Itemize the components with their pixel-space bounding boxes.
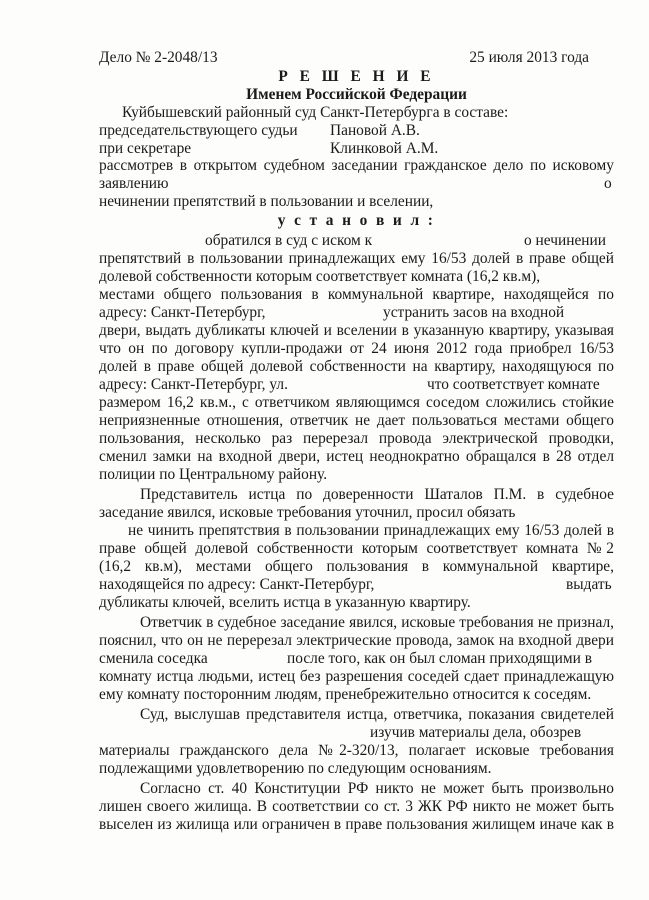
text-line: ему комнату посторонним людям, пренебрежительно относится к соседям. <box>99 686 592 703</box>
text-line: лишен своего жилища. В соответствии со ст. 3 ЖК РФ никто не может быть <box>99 798 614 815</box>
text-line: неприязненные отношения, ответчик не дает пользоваться местами общего <box>99 412 614 429</box>
document-title: Р Е Ш Е Н И Е <box>278 68 435 85</box>
text-line: рассмотрев в открытом судебном заседании гражданское дело по исковому <box>99 157 614 174</box>
text-line: пользования, несколько раз перерезал провода электрической проводки, <box>99 430 614 447</box>
text-line: комнату истца людьми, истец без разрешения соседей сдает принадлежащую <box>99 668 614 685</box>
text-line: выдать <box>566 576 612 593</box>
document-date: 25 июля 2013 года <box>469 49 589 66</box>
text-line: устранить засов на входной <box>383 304 565 321</box>
text-line: заседание явился, исковые требования уточнил, просил обязать <box>99 504 516 521</box>
text-line: адресу: Санкт-Петербург, <box>99 304 266 321</box>
text-line: не чинить препятствия в пользовании принадлежащих ему 16/53 долей в <box>128 522 614 539</box>
text-line: сменила соседка <box>99 650 208 667</box>
court-intro: Куйбышевский районный суд Санкт-Петербурга в составе: <box>122 104 509 121</box>
text-line: (16,2 кв.м), местами общего пользования в коммунальной квартире, <box>99 558 614 575</box>
text-line: долевой собственности которым соответствует комната (16,2 кв.м), <box>99 268 541 285</box>
text-line: размером 16,2 кв.м., с ответчиком являющимся соседом сложились стойкие <box>99 394 614 411</box>
text-line: дубликаты ключей, вселить истца в указанную квартиру. <box>99 594 471 611</box>
text-line: заявлению <box>99 175 169 192</box>
text-line: двери, выдать дубликаты ключей и вселении в указанную квартиру, указывая <box>99 322 614 339</box>
secretary-name: Клинковой А.М. <box>330 140 439 157</box>
text-line: пояснил, что он не перерезал электрические провода, замок на входной двери <box>99 632 614 649</box>
text-line: Представитель истца по доверенности Шаталов П.М. в судебное <box>140 486 614 503</box>
text-line: выселен из жилища или ограничен в праве пользования жилищем иначе как в <box>99 816 614 833</box>
text-line: Согласно ст. 40 Конституции РФ никто не может быть произвольно <box>140 780 614 797</box>
text-line: препятствий в пользовании принадлежащих ему 16/53 долей в праве общей <box>99 250 614 267</box>
text-line: обратился в суд с иском к <box>205 232 373 249</box>
text-line: материалы гражданского дела №2-320/13, полагает исковые требования <box>99 742 614 759</box>
text-line: подлежащими удовлетворению по следующим основаниям. <box>99 760 492 777</box>
text-line: о нечинении <box>524 232 606 249</box>
text-line: адресу: Санкт-Петербург, ул. <box>99 376 288 393</box>
text-line: нечинении препятствий в пользовании и вселении, <box>99 193 434 210</box>
established-heading: у с т а н о в и л : <box>277 212 436 229</box>
text-line: Ответчик в судебное заседание явился, исковые требования не признал, <box>140 614 614 631</box>
text-line: после того, как он был сломан приходящими в <box>287 650 593 667</box>
text-line: что он по договору купли-продажи от 24 июня 2012 года приобрел 16/53 <box>99 340 614 357</box>
text-line: изучив материалы дела, обозрев <box>370 724 582 741</box>
text-line: долей в праве общей долевой собственности на квартиру, находящуюся по <box>99 358 614 375</box>
judge-label: председательствующего судьи <box>99 122 298 139</box>
text-line: что соответствует комнате <box>427 376 600 393</box>
text-line: праве общей долевой собственности которым соответствует комната №2 <box>99 540 614 557</box>
judge-name: Пановой А.В. <box>330 122 420 139</box>
secretary-label: при секретаре <box>99 140 192 157</box>
text-line: Суд, выслушав представителя истца, ответчика, показания свидетелей <box>140 706 614 723</box>
text-line: сменил замки на входной двери, истец неоднократно обращался в 28 отдел <box>99 448 614 465</box>
text-line: находящейся по адресу: Санкт-Петербург, <box>99 576 375 593</box>
text-line: полиции по Центральному району. <box>99 466 328 483</box>
document-subtitle: Именем Российской Федерации <box>246 86 467 103</box>
case-number: Дело № 2-2048/13 <box>99 49 218 66</box>
text-line: местами общего пользования в коммунальной квартире, находящейся по <box>99 286 614 303</box>
text-line: о <box>604 175 612 192</box>
